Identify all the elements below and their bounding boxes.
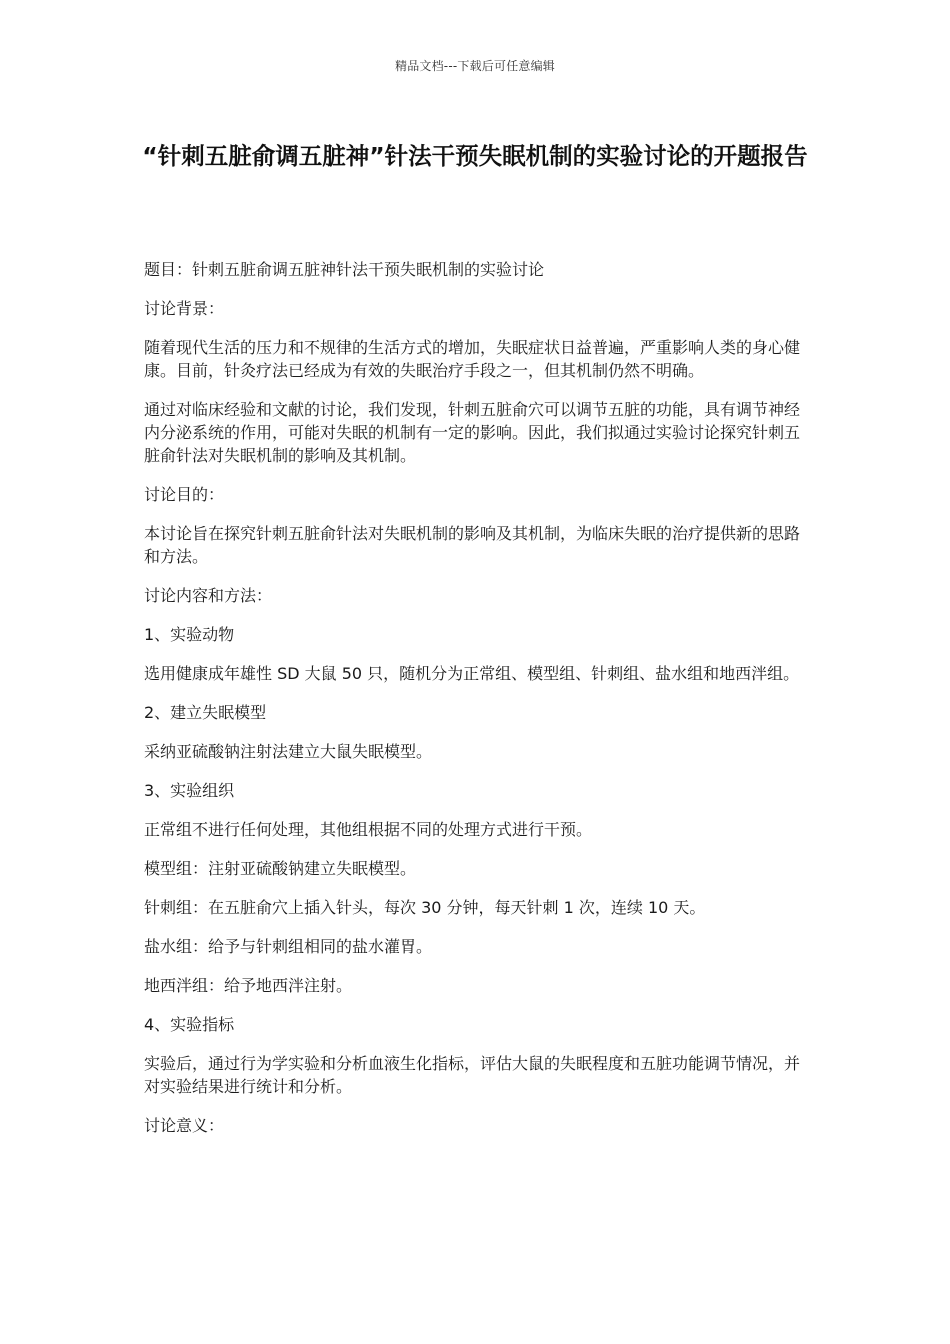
paragraph-purpose: 本讨论旨在探究针刺五脏俞针法对失眠机制的影响及其机制，为临床失眠的治疗提供新的思路和方法。	[144, 524, 801, 566]
paragraph-indicators: 实验后，通过行为学实验和分析血液生化指标，评估大鼠的失眠程度和五脏功能调节情况，并对实验结果进行统计和分析。	[144, 1054, 801, 1096]
heading-groups: 3、实验组织	[144, 781, 235, 800]
document-title: “针刺五脏俞调五脏神”针法干预失眠机制的实验讨论的开题报告	[142, 142, 808, 170]
heading-animals: 1、实验动物	[144, 625, 235, 644]
paragraph-groups-model: 模型组：注射亚硫酸钠建立失眠模型。	[144, 859, 417, 878]
heading-significance: 讨论意义：	[144, 1116, 225, 1135]
paragraph-groups-saline: 盐水组：给予与针刺组相同的盐水灌胃。	[144, 937, 433, 956]
paragraph-groups-diazepam: 地西泮组：给予地西泮注射。	[144, 976, 353, 995]
paragraph-background-1: 随着现代生活的压力和不规律的生活方式的增加，失眠症状日益普遍，严重影响人类的身心健康。目前，针灸疗法已经成为有效的失眠治疗手段之一，但其机制仍然不明确。	[144, 338, 801, 380]
paragraph-groups-normal: 正常组不进行任何处理，其他组根据不同的处理方式进行干预。	[144, 820, 593, 839]
heading-background: 讨论背景：	[144, 299, 225, 318]
paragraph-groups-acupuncture: 针刺组：在五脏俞穴上插入针头，每次 30 分钟，每天针刺 1 次，连续 10 天。	[144, 898, 706, 917]
paragraph-animals: 选用健康成年雄性 SD 大鼠 50 只，随机分为正常组、模型组、针刺组、盐水组和地西泮组。	[144, 664, 800, 683]
heading-purpose: 讨论目的：	[144, 485, 225, 504]
heading-indicators: 4、实验指标	[144, 1015, 235, 1034]
document-body	[144, 258, 806, 1153]
paragraph-background-2: 通过对临床经验和文献的讨论，我们发现，针刺五脏俞穴可以调节五脏的功能，具有调节神经内分泌系统的作用，可能对失眠的机制有一定的影响。因此，我们拟通过实验讨论探究针刺五脏俞针法对失眠机制的影响及其机制。	[144, 400, 801, 465]
heading-model: 2、建立失眠模型	[144, 703, 267, 722]
paragraph-topic: 题目：针刺五脏俞调五脏神针法干预失眠机制的实验讨论	[144, 260, 545, 279]
heading-content-methods: 讨论内容和方法：	[144, 586, 273, 605]
paragraph-model: 采纳亚硫酸钠注射法建立大鼠失眠模型。	[144, 742, 433, 761]
header-note: 精品文档---下载后可任意编辑	[395, 59, 555, 73]
